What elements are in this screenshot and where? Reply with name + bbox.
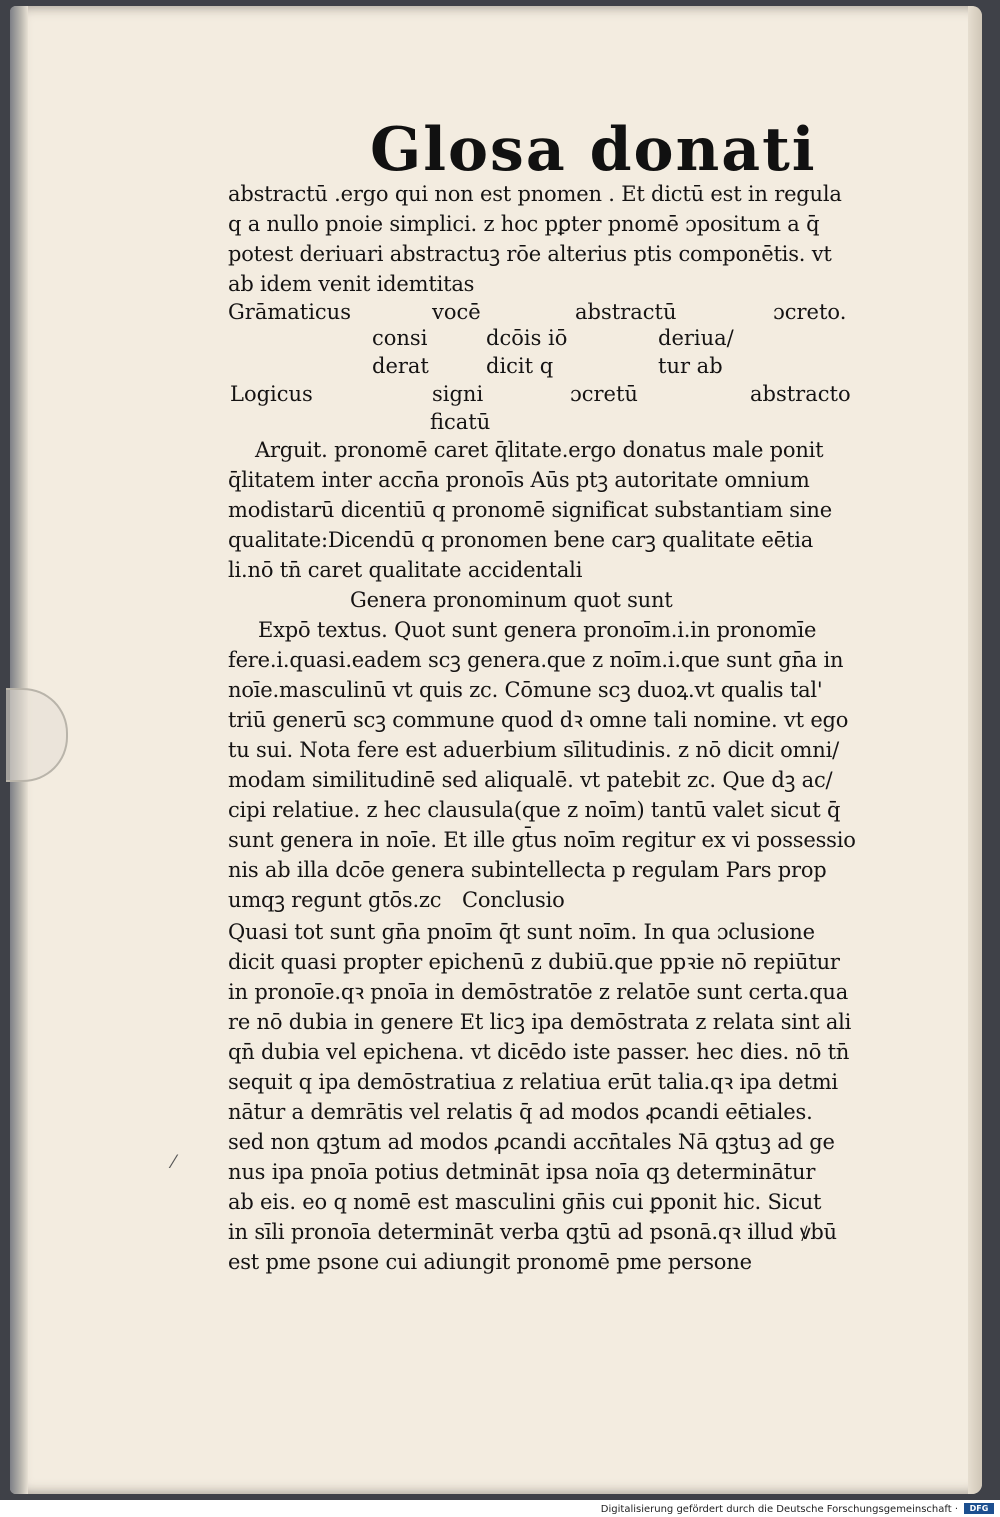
text-line: qn̄ dubia vel epichena. vt dicēdo iste passer. hec dies. nō tn̄	[228, 1040, 850, 1064]
table-cell: dicit q	[486, 354, 554, 378]
table-cell: deriua/	[658, 326, 734, 350]
text-line: umqꝫ regunt gtōs.zc	[228, 888, 442, 912]
text-line: Quasi tot sunt gn̄a pnoīm q̄t sunt noīm. In qua ɔclusione	[228, 920, 815, 944]
text-line: ab eis. eo q nomē est masculini gn̄is cui ꝑponit hic. Sicut	[228, 1190, 822, 1214]
text-line: est pme psone cui adiungit pronomē pme persone	[228, 1250, 752, 1274]
text-line: Expō textus. Quot sunt genera pronoīm.i.in pronomīe	[258, 618, 817, 642]
text-line: q a nullo pnoie simplici. z hoc pꝑter pnomē ɔpositum a q̄	[228, 212, 820, 236]
text-line: q̄litatem inter accn̄a pronoīs Aūs ptꝫ autoritate omnium	[228, 468, 810, 492]
table-cell: signi	[432, 382, 484, 406]
text-line: ab idem venit idemtitas	[228, 272, 475, 296]
table-cell: abstractū	[575, 300, 677, 324]
text-line: tu sui. Nota fere est aduerbium sīlitudinis. z nō dicit omni/	[228, 738, 839, 762]
table-cell: ficatū	[430, 410, 491, 434]
table-cell: ɔcreto.	[773, 300, 847, 324]
text-line: nus ipa pnoīa potius detmināt ipsa noīa qꝫ determinātur	[228, 1160, 816, 1184]
text-line: sequit q ipa demōstratiua z relatiua erūt talia.qꝛ ipa detmi	[228, 1070, 838, 1094]
text-line: potest deriuari abstractuꝫ rōe alterius ptis componētis. vt	[228, 242, 832, 266]
text-line: fere.i.quasi.eadem scꝫ genera.que z noīm.i.que sunt gn̄a in	[228, 648, 844, 672]
text-line: in pronoīe.qꝛ pnoīa in demōstratōe z relatōe sunt certa.qua	[228, 980, 849, 1004]
dfg-logo: DFG	[964, 1503, 994, 1514]
text-line: qualitate:Dicendū q pronomen bene carꝫ qualitate eētia	[228, 528, 814, 552]
text-line: triū generū scꝫ commune quod dꝛ omne tali nomine. vt ego	[228, 708, 849, 732]
table-cell: ɔcretū	[570, 382, 638, 406]
table-cell: derat	[372, 354, 429, 378]
text-line: Arguit. pronomē caret q̄litate.ergo donatus male ponit	[255, 438, 824, 462]
page-edge	[968, 6, 982, 1494]
table-cell: vocē	[432, 300, 481, 324]
text-line: cipi relatiue. z hec clausula(que z noīm) tantū valet sicut q̄	[228, 798, 841, 822]
text-line: noīe.masculinū vt quis zc. Cōmune scꝫ duoꝝ.vt qualis tal'	[228, 678, 823, 702]
text-line: sed non qꝫtum ad modos ꝓcandi accn̄tales Nā qꝫtuꝫ ad ge	[228, 1130, 835, 1154]
page-title: Glosa donati	[370, 115, 817, 185]
margin-mark-icon: ⁄	[172, 1152, 176, 1173]
text-line: nātur a demrātis vel relatis q̄ ad modos ꝓcandi eētiales.	[228, 1100, 813, 1124]
table-cell: abstracto	[750, 382, 851, 406]
footer-credit: Digitalisierung gefördert durch die Deutsche Forschungsgemeinschaft ·	[600, 1504, 958, 1515]
text-line: li.nō tn̄ caret qualitate accidentali	[228, 558, 583, 582]
binding-clasp	[6, 688, 68, 782]
text-line: dicit quasi propter epichenū z dubiū.que ppꝛie nō repiūtur	[228, 950, 840, 974]
text-line: in sīli pronoīa determināt verba qꝫtū ad psonā.qꝛ illud ꝟbū	[228, 1220, 837, 1244]
table-cell: consi	[372, 326, 428, 350]
table-cell: dcōis iō	[486, 326, 568, 350]
table-cell: Logicus	[230, 382, 313, 406]
text-line: nis ab illa dcōe genera subintellecta p regulam Pars prop	[228, 858, 827, 882]
text-line: sunt genera in noīe. Et ille gt̄us noīm regitur ex vi possessio	[228, 828, 856, 852]
section-heading: Genera pronominum quot sunt	[350, 588, 673, 612]
text-line: modam similitudinē sed aliqualē. vt patebit zc. Que dꝫ ac/	[228, 768, 833, 792]
table-cell: tur ab	[658, 354, 723, 378]
text-line: re nō dubia in genere Et licꝫ ipa demōstrata z relata sint ali	[228, 1010, 852, 1034]
text-line: modistarū dicentiū q pronomē significat substantiam sine	[228, 498, 832, 522]
table-cell: Grāmaticus	[228, 300, 351, 324]
text-line: abstractū .ergo qui non est pnomen . Et dictū est in regula	[228, 182, 842, 206]
section-heading: Conclusio	[462, 888, 565, 912]
